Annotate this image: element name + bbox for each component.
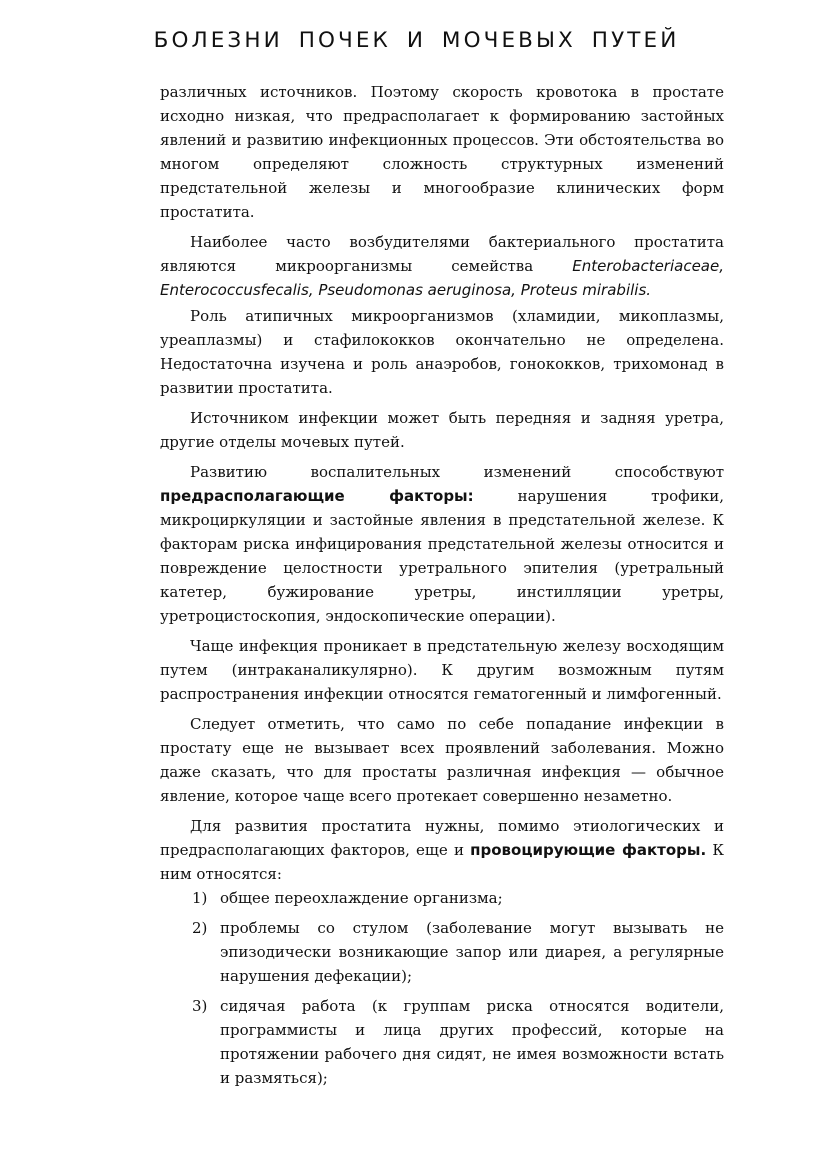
list-number: 3)	[192, 997, 208, 1015]
list-text: общее переохлаждение организма;	[220, 889, 503, 907]
paragraph-text: Наиболее часто возбудителями бактериального простатита являются микроорганизмы семейства	[160, 233, 724, 275]
paragraph-text: К ним относятся:	[160, 841, 724, 883]
paragraph-predisposing	[160, 460, 724, 628]
body-text	[160, 80, 724, 1090]
list-number: 2)	[192, 919, 208, 937]
list-text: проблемы со стулом (заболевание могут вызывать не эпизодически возникающие запор или диарея, а регулярные нарушения дефекации);	[220, 919, 724, 985]
bold-term: провоцирующие факторы.	[470, 841, 707, 859]
paragraph-atypical: Роль атипичных микроорганизмов (хламидии, микоплазмы, уреаплазмы) и стафилококков окончательно не определена. Недостаточна изучена и роль анаэробов, гонококков, трихомонад в развитии простатита.	[160, 307, 724, 397]
bold-term: предрасполагающие факторы:	[160, 487, 474, 505]
list-item	[160, 994, 724, 1090]
list-item	[160, 916, 724, 988]
paragraph-provoking	[160, 814, 724, 886]
paragraph-routes: Чаще инфекция проникает в предстательную железу восходящим путем (интраканаликулярно). К другим возможным путям распространения инфекции относятся гематогенный и лимфогенный.	[160, 637, 724, 703]
paragraph-pathogens	[160, 230, 724, 302]
paragraph-text: Развитию воспалительных изменений способствуют	[190, 463, 724, 481]
running-header: БОЛЕЗНИ ПОЧЕК И МОЧЕВЫХ ПУТЕЙ	[153, 28, 680, 53]
paragraph-text: Для развития простатита нужны, помимо этиологических и предрасполагающих факторов, еще и	[160, 817, 724, 859]
paragraph-text: нарушения трофики, микроциркуляции и застойные явления в предстательной железе. К факторам риска инфицирования предстательной железы относится и повреждение целостности уретрального эпителия (уретральный катетер, бужирование уретры, инстилляции уретры, уретроцистоскопия, эндоскопические операции).	[160, 487, 724, 625]
list-number: 1)	[192, 889, 208, 907]
provoking-factors-list	[160, 886, 724, 1090]
latin-names: Enterobacteriaceae, Enterococcusfecalis, Pseudomonas aeruginosa, Proteus mirabilis.	[160, 257, 724, 299]
list-item	[160, 886, 724, 910]
paragraph-continuation: различных источников. Поэтому скорость кровотока в простате исходно низкая, что предрасполагает к формированию застойных явлений и развитию инфекционных процессов. Эти обстоятельства во многом определяют сложность структурных изменений предстательной железы и многообразие клинических форм простатита.	[160, 83, 724, 221]
paragraph-note: Следует отметить, что само по себе попадание инфекции в простату еще не вызывает всех проявлений заболевания. Можно даже сказать, что для простаты различная инфекция — обычное явление, которое чаще всего протекает совершенно незаметно.	[160, 715, 724, 805]
paragraph-source: Источником инфекции может быть передняя и задняя уретра, другие отделы мочевых путей.	[160, 409, 724, 451]
list-text: сидячая работа (к группам риска относятся водители, программисты и лица других профессий, которые на протяжении рабочего дня сидят, не имея возможности встать и размяться);	[220, 997, 724, 1087]
